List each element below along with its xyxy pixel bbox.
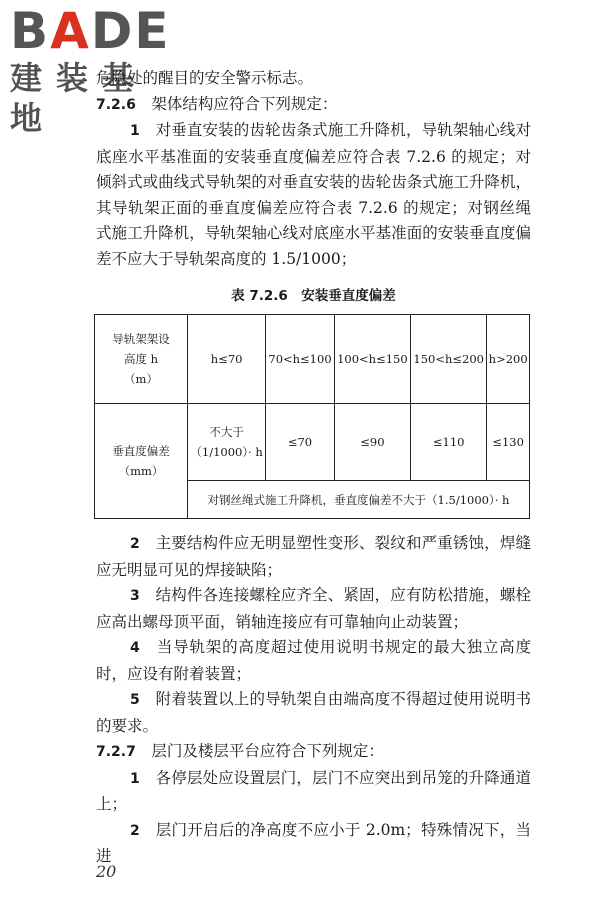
table-cell: h≤70 [188, 315, 266, 404]
clause-item-2: 2 主要结构件应无明显塑性变形、裂纹和严重锈蚀，焊缝应无明显可见的焊接缺陷； [96, 534, 531, 579]
clause-item-1: 1 对垂直安装的齿轮齿条式施工升降机，导轨架轴心线对底座水平基准面的安装垂直度偏差应符合表 7.2.6 的规定；对倾斜式或曲线式导轨架的对垂直安装的齿轮齿条式施工升降机，其导轨架正面的垂直度偏差应符合表 7.2.6 的规定；对钢丝绳式施工升降机，导轨架轴心线对底座水平基准面的安装垂直度偏差不应大于导轨架高度的 1.5/1000； [96, 121, 531, 268]
clause-7-2-7: 7.2.7 层门及楼层平台应符合下列规定： [96, 742, 384, 760]
logo-wordmark: BADE [10, 2, 171, 60]
table-cell: 150<h≤200 [411, 315, 487, 404]
table-cell: 100<h≤150 [334, 315, 410, 404]
clause-item-3: 3 结构件各连接螺栓应齐全、紧固，应有防松措施，螺栓应高出螺母顶平面，销轴连接应有可靠轴向止动装置； [96, 586, 531, 631]
table-cell: ≤70 [266, 404, 334, 481]
table-header-deviation: 垂直度偏差 （mm） [95, 404, 188, 519]
clause-item-6: 1 各停层处应设置层门，层门不应突出到吊笼的升降通道上； [96, 768, 531, 813]
logo-subtitle: 建装基地 [10, 59, 149, 137]
clause-7-2-6: 7.2.6 架体结构应符合下列规定： [96, 94, 338, 113]
table-cell: ≤90 [334, 404, 410, 481]
table-cell: ≤130 [487, 404, 530, 481]
table-row [95, 404, 530, 481]
deviation-table [94, 314, 530, 519]
clause-item-4: 4 当导轨架的高度超过使用说明书规定的最大独立高度时，应设有附着装置； [96, 638, 531, 683]
table-cell-wire-rope: 对钢丝绳式施工升降机，垂直度偏差不大于（1.5/1000）· h [188, 481, 530, 519]
clause-item-7: 2 层门开启后的净高度不应小于 2.0m；特殊情况下，当进 [96, 820, 531, 865]
table-row [95, 315, 530, 404]
table-cell: h>200 [487, 315, 530, 404]
paragraph-continuation: 危险处的醒目的安全警示标志。 [96, 69, 314, 87]
table-cell: 70<h≤100 [266, 315, 334, 404]
page-content [96, 66, 531, 870]
table-cell: ≤110 [411, 404, 487, 481]
table-header-height: 导轨架架设 高度 h （m） [95, 315, 188, 404]
clause-item-5: 5 附着装置以上的导轨架自由端高度不得超过使用说明书的要求。 [96, 690, 531, 735]
page-number: 20 [96, 862, 117, 881]
table-cell: 不大于 （1/1000）· h [188, 404, 266, 481]
table-title: 表 7.2.6 安装垂直度偏差 [231, 288, 396, 304]
